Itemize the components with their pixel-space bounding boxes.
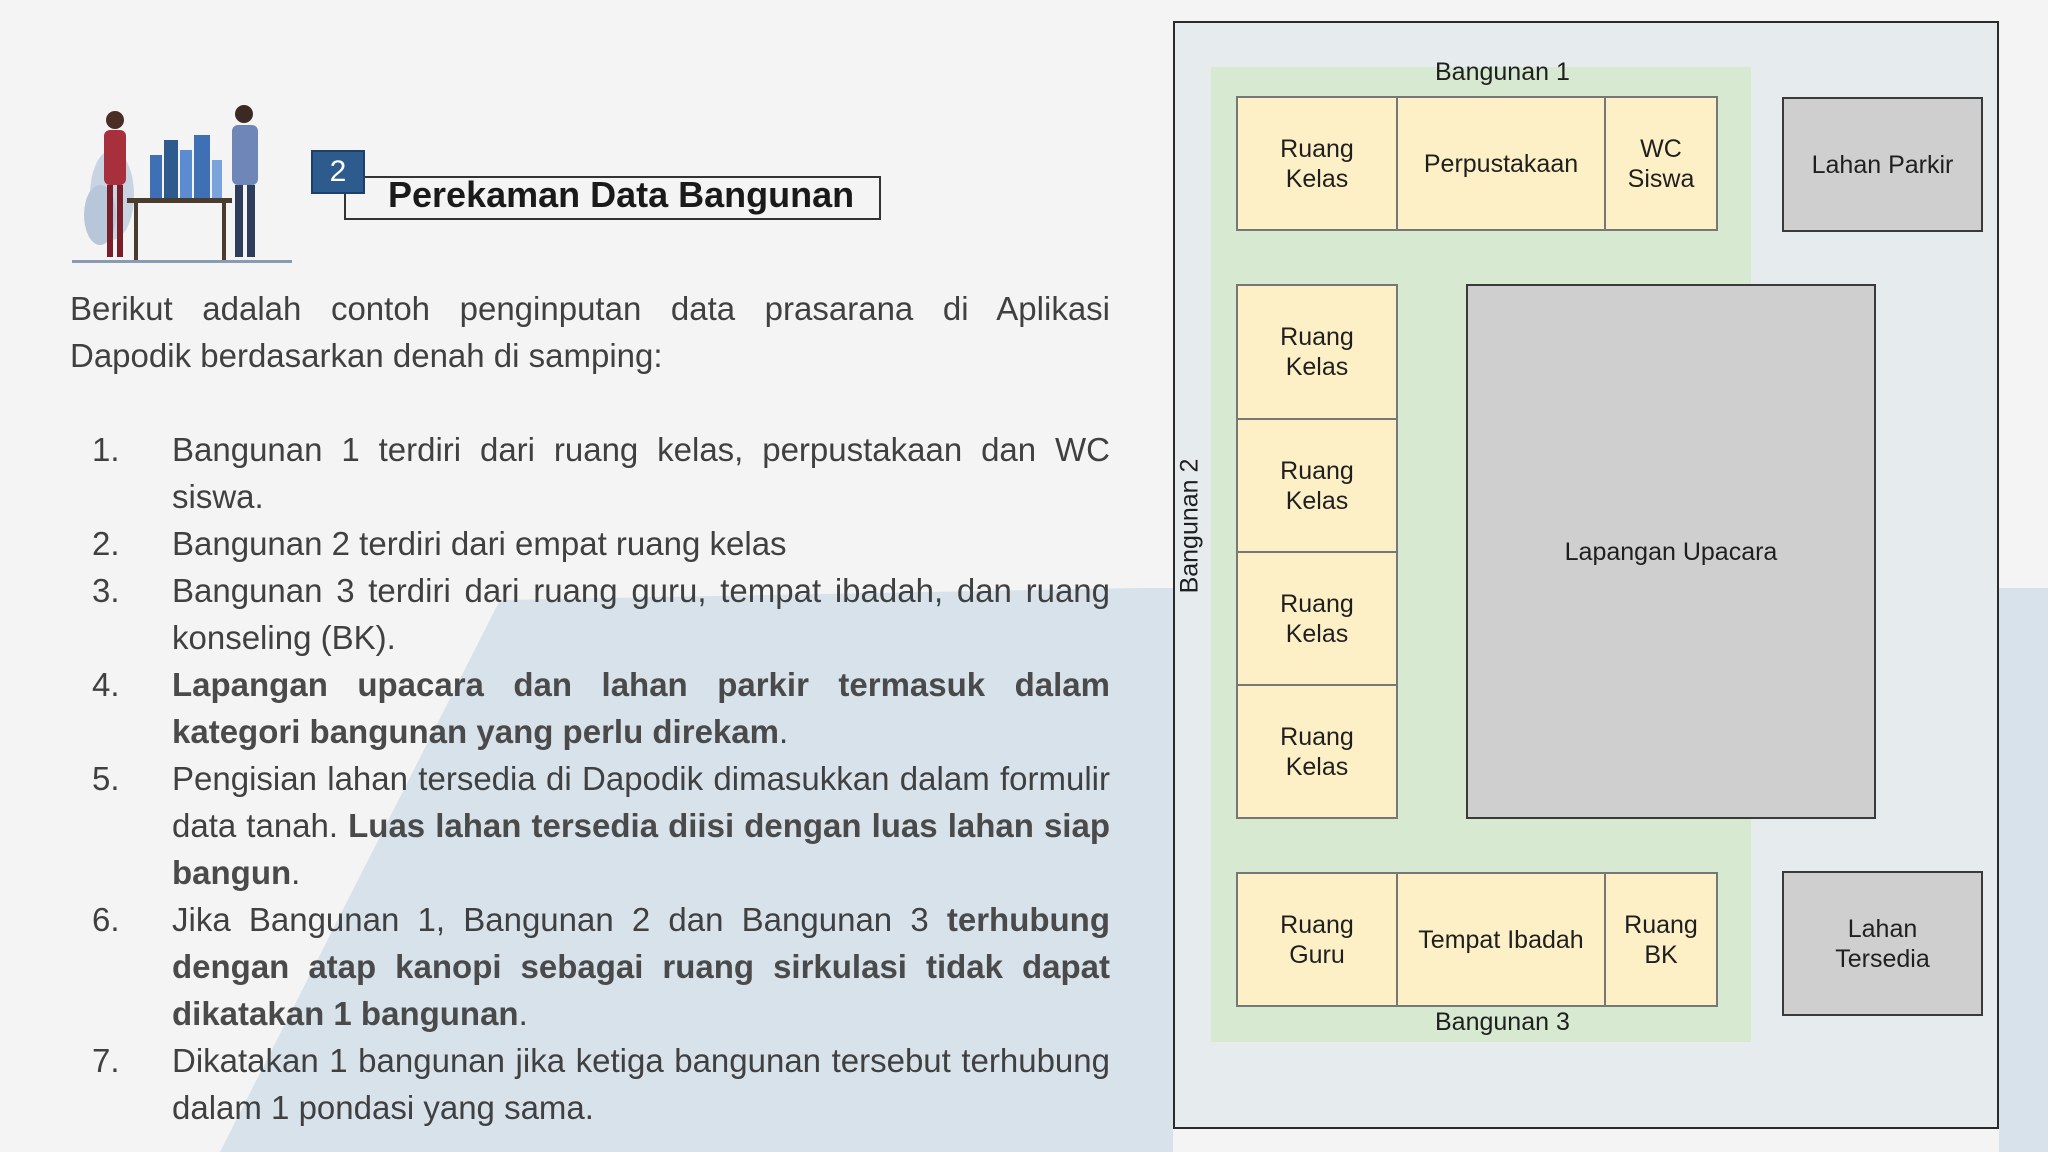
list-text-bold: Lapangan upacara dan lahan parkir termasuk dalam kategori bangunan yang perlu direkam bbox=[172, 666, 1110, 750]
room-ruang-kelas: Ruang Kelas bbox=[1236, 284, 1398, 420]
list-text-tail: . bbox=[291, 854, 301, 891]
list-text: Bangunan 2 terdiri dari empat ruang kelas bbox=[172, 525, 787, 562]
bangunan-3-label: Bangunan 3 bbox=[1435, 1008, 1570, 1036]
list-item bbox=[70, 755, 1110, 896]
list-number: 1. bbox=[92, 431, 120, 468]
room-ruang-kelas: Ruang Kelas bbox=[1236, 418, 1398, 553]
list-text: Pengisian lahan tersedia di Dapodik dimasukkan dalam formulir data tanah. bbox=[172, 760, 1110, 844]
numbered-list bbox=[70, 426, 1110, 1131]
room-ruang-guru: Ruang Guru bbox=[1236, 872, 1398, 1007]
room-ruang-kelas: Ruang Kelas bbox=[1236, 96, 1398, 231]
page-title: Perekaman Data Bangunan bbox=[388, 174, 855, 215]
list-item bbox=[70, 661, 1110, 755]
list-text: Bangunan 1 terdiri dari ruang kelas, perpustakaan dan WC siswa. bbox=[172, 431, 1110, 515]
bangunan-1-label: Bangunan 1 bbox=[1435, 58, 1570, 86]
room-perpustakaan: Perpustakaan bbox=[1396, 96, 1606, 231]
list-number: 2. bbox=[92, 525, 120, 562]
list-number: 3. bbox=[92, 572, 120, 609]
intro-line-2: Dapodik berdasarkan denah di samping: bbox=[70, 337, 663, 374]
room-ruang-kelas: Ruang Kelas bbox=[1236, 684, 1398, 819]
list-number: 7. bbox=[92, 1042, 120, 1079]
list-item bbox=[70, 520, 1110, 567]
intro-paragraph bbox=[70, 285, 1110, 379]
list-text-tail: . bbox=[778, 713, 789, 750]
room-wc-siswa: WC Siswa bbox=[1604, 96, 1718, 231]
list-item bbox=[70, 896, 1110, 1037]
room-ruang-bk: Ruang BK bbox=[1604, 872, 1718, 1007]
list-text-bold: Luas lahan tersedia diisi dengan luas lahan siap bangun bbox=[172, 807, 1110, 891]
room-ruang-kelas: Ruang Kelas bbox=[1236, 551, 1398, 686]
lapangan-upacara-area: Lapangan Upacara bbox=[1466, 284, 1876, 819]
list-text: Dikatakan 1 bangunan jika ketiga bangunan tersebut terhubung dalam 1 pondasi yang sama. bbox=[172, 1042, 1110, 1126]
intro-line-1: Berikut adalah contoh penginputan data prasarana di Aplikasi bbox=[70, 290, 1110, 327]
list-text-bold: terhubung dengan atap kanopi sebagai ruang sirkulasi tidak dapat dikatakan 1 bangunan bbox=[172, 901, 1110, 1032]
list-item bbox=[70, 567, 1110, 661]
list-text: Bangunan 3 terdiri dari ruang guru, tempat ibadah, dan ruang konseling (BK). bbox=[172, 572, 1110, 656]
section-number-badge: 2 bbox=[311, 150, 365, 194]
list-item bbox=[70, 426, 1110, 520]
list-number: 5. bbox=[92, 760, 120, 797]
business-people-illustration bbox=[72, 100, 292, 265]
lahan-tersedia-area: Lahan Tersedia bbox=[1782, 871, 1983, 1016]
list-item bbox=[70, 1037, 1110, 1131]
list-text-tail: . bbox=[518, 995, 528, 1032]
room-tempat-ibadah: Tempat Ibadah bbox=[1396, 872, 1606, 1007]
bangunan-2-label: Bangunan 2 bbox=[1175, 458, 1204, 594]
list-text: Jika Bangunan 1, Bangunan 2 dan Bangunan 3 bbox=[172, 901, 947, 938]
lahan-parkir-area: Lahan Parkir bbox=[1782, 97, 1983, 232]
list-number: 4. bbox=[92, 666, 120, 703]
list-number: 6. bbox=[92, 901, 120, 938]
